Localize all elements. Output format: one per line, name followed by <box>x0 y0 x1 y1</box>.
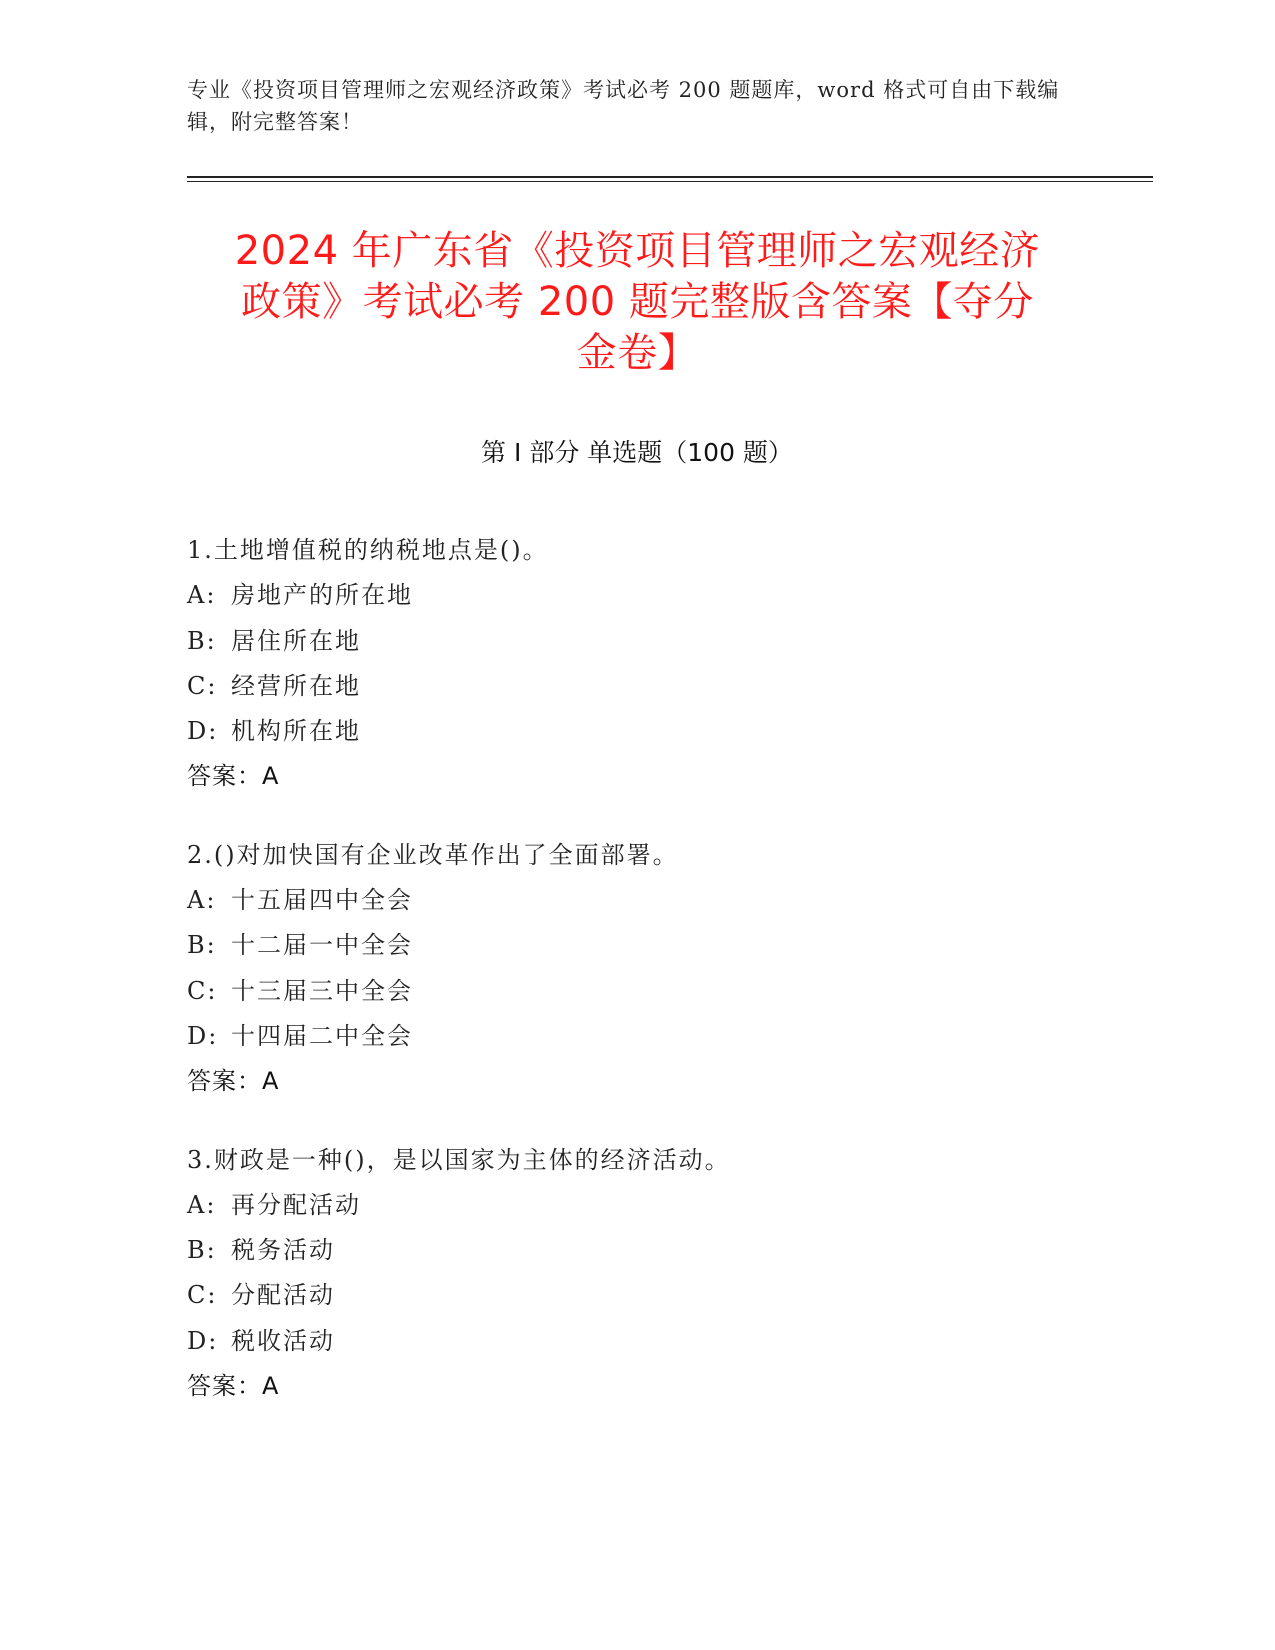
question-3 <box>187 1138 1147 1410</box>
question-list <box>187 528 1147 1442</box>
option-b <box>187 923 1147 968</box>
title-line-3: 金卷】 <box>576 330 699 376</box>
option-a <box>187 1183 1147 1228</box>
answer: 答案：A <box>187 762 280 791</box>
option-d <box>187 1319 1147 1364</box>
title-line-1: 2024 年广东省《投资项目管理师之宏观经济 <box>234 228 1041 274</box>
option-a <box>187 573 1147 618</box>
option-c <box>187 969 1147 1014</box>
question-1 <box>187 528 1147 800</box>
option-text: 十四届二中全会 <box>231 1021 413 1050</box>
option-text: 居住所在地 <box>231 626 361 655</box>
option-text: 房地产的所在地 <box>231 581 413 610</box>
option-text: 十五届四中全会 <box>231 886 413 915</box>
question-stem: 2.()对加快国有企业改革作出了全面部署。 <box>187 840 679 869</box>
header-divider-thin <box>187 181 1153 182</box>
option-key: B: <box>187 1236 217 1265</box>
option-b <box>187 619 1147 664</box>
option-key: A: <box>187 581 217 610</box>
option-key: B: <box>187 931 217 960</box>
question-2 <box>187 833 1147 1105</box>
option-key: C: <box>187 671 218 700</box>
option-key: A: <box>187 1190 217 1219</box>
option-b <box>187 1228 1147 1273</box>
option-key: B: <box>187 626 217 655</box>
option-a <box>187 878 1147 923</box>
answer: 答案：A <box>187 1067 280 1096</box>
question-stem: 3.财政是一种()，是以国家为主体的经济活动。 <box>187 1145 731 1174</box>
answer: 答案：A <box>187 1372 280 1401</box>
option-key: A: <box>187 886 217 915</box>
document-title <box>160 226 1115 379</box>
title-line-2: 政策》考试必考 200 题完整版含答案【夺分 <box>241 279 1034 325</box>
option-key: D: <box>187 1021 219 1050</box>
option-text: 再分配活动 <box>231 1190 361 1219</box>
option-d <box>187 709 1147 754</box>
option-key: D: <box>187 717 219 746</box>
option-c <box>187 1273 1147 1318</box>
option-text: 十二届一中全会 <box>231 931 413 960</box>
option-text: 分配活动 <box>231 1281 335 1310</box>
header-note: 专业《投资项目管理师之宏观经济政策》考试必考 200 题题库，word 格式可自由下载编辑，附完整答案！ <box>187 78 1060 134</box>
option-key: D: <box>187 1326 219 1355</box>
question-stem: 1.土地增值税的纳税地点是()。 <box>187 536 549 564</box>
option-key: C: <box>187 976 218 1005</box>
section-title: 第 I 部分 单选题（100 题） <box>481 438 793 467</box>
option-key: C: <box>187 1281 218 1310</box>
option-text: 经营所在地 <box>231 671 361 700</box>
header-divider-thick <box>187 176 1153 178</box>
option-c <box>187 664 1147 709</box>
option-text: 十三届三中全会 <box>231 976 413 1005</box>
option-d <box>187 1014 1147 1059</box>
option-text: 税务活动 <box>231 1236 335 1265</box>
option-text: 税收活动 <box>231 1326 335 1355</box>
option-text: 机构所在地 <box>231 717 361 746</box>
